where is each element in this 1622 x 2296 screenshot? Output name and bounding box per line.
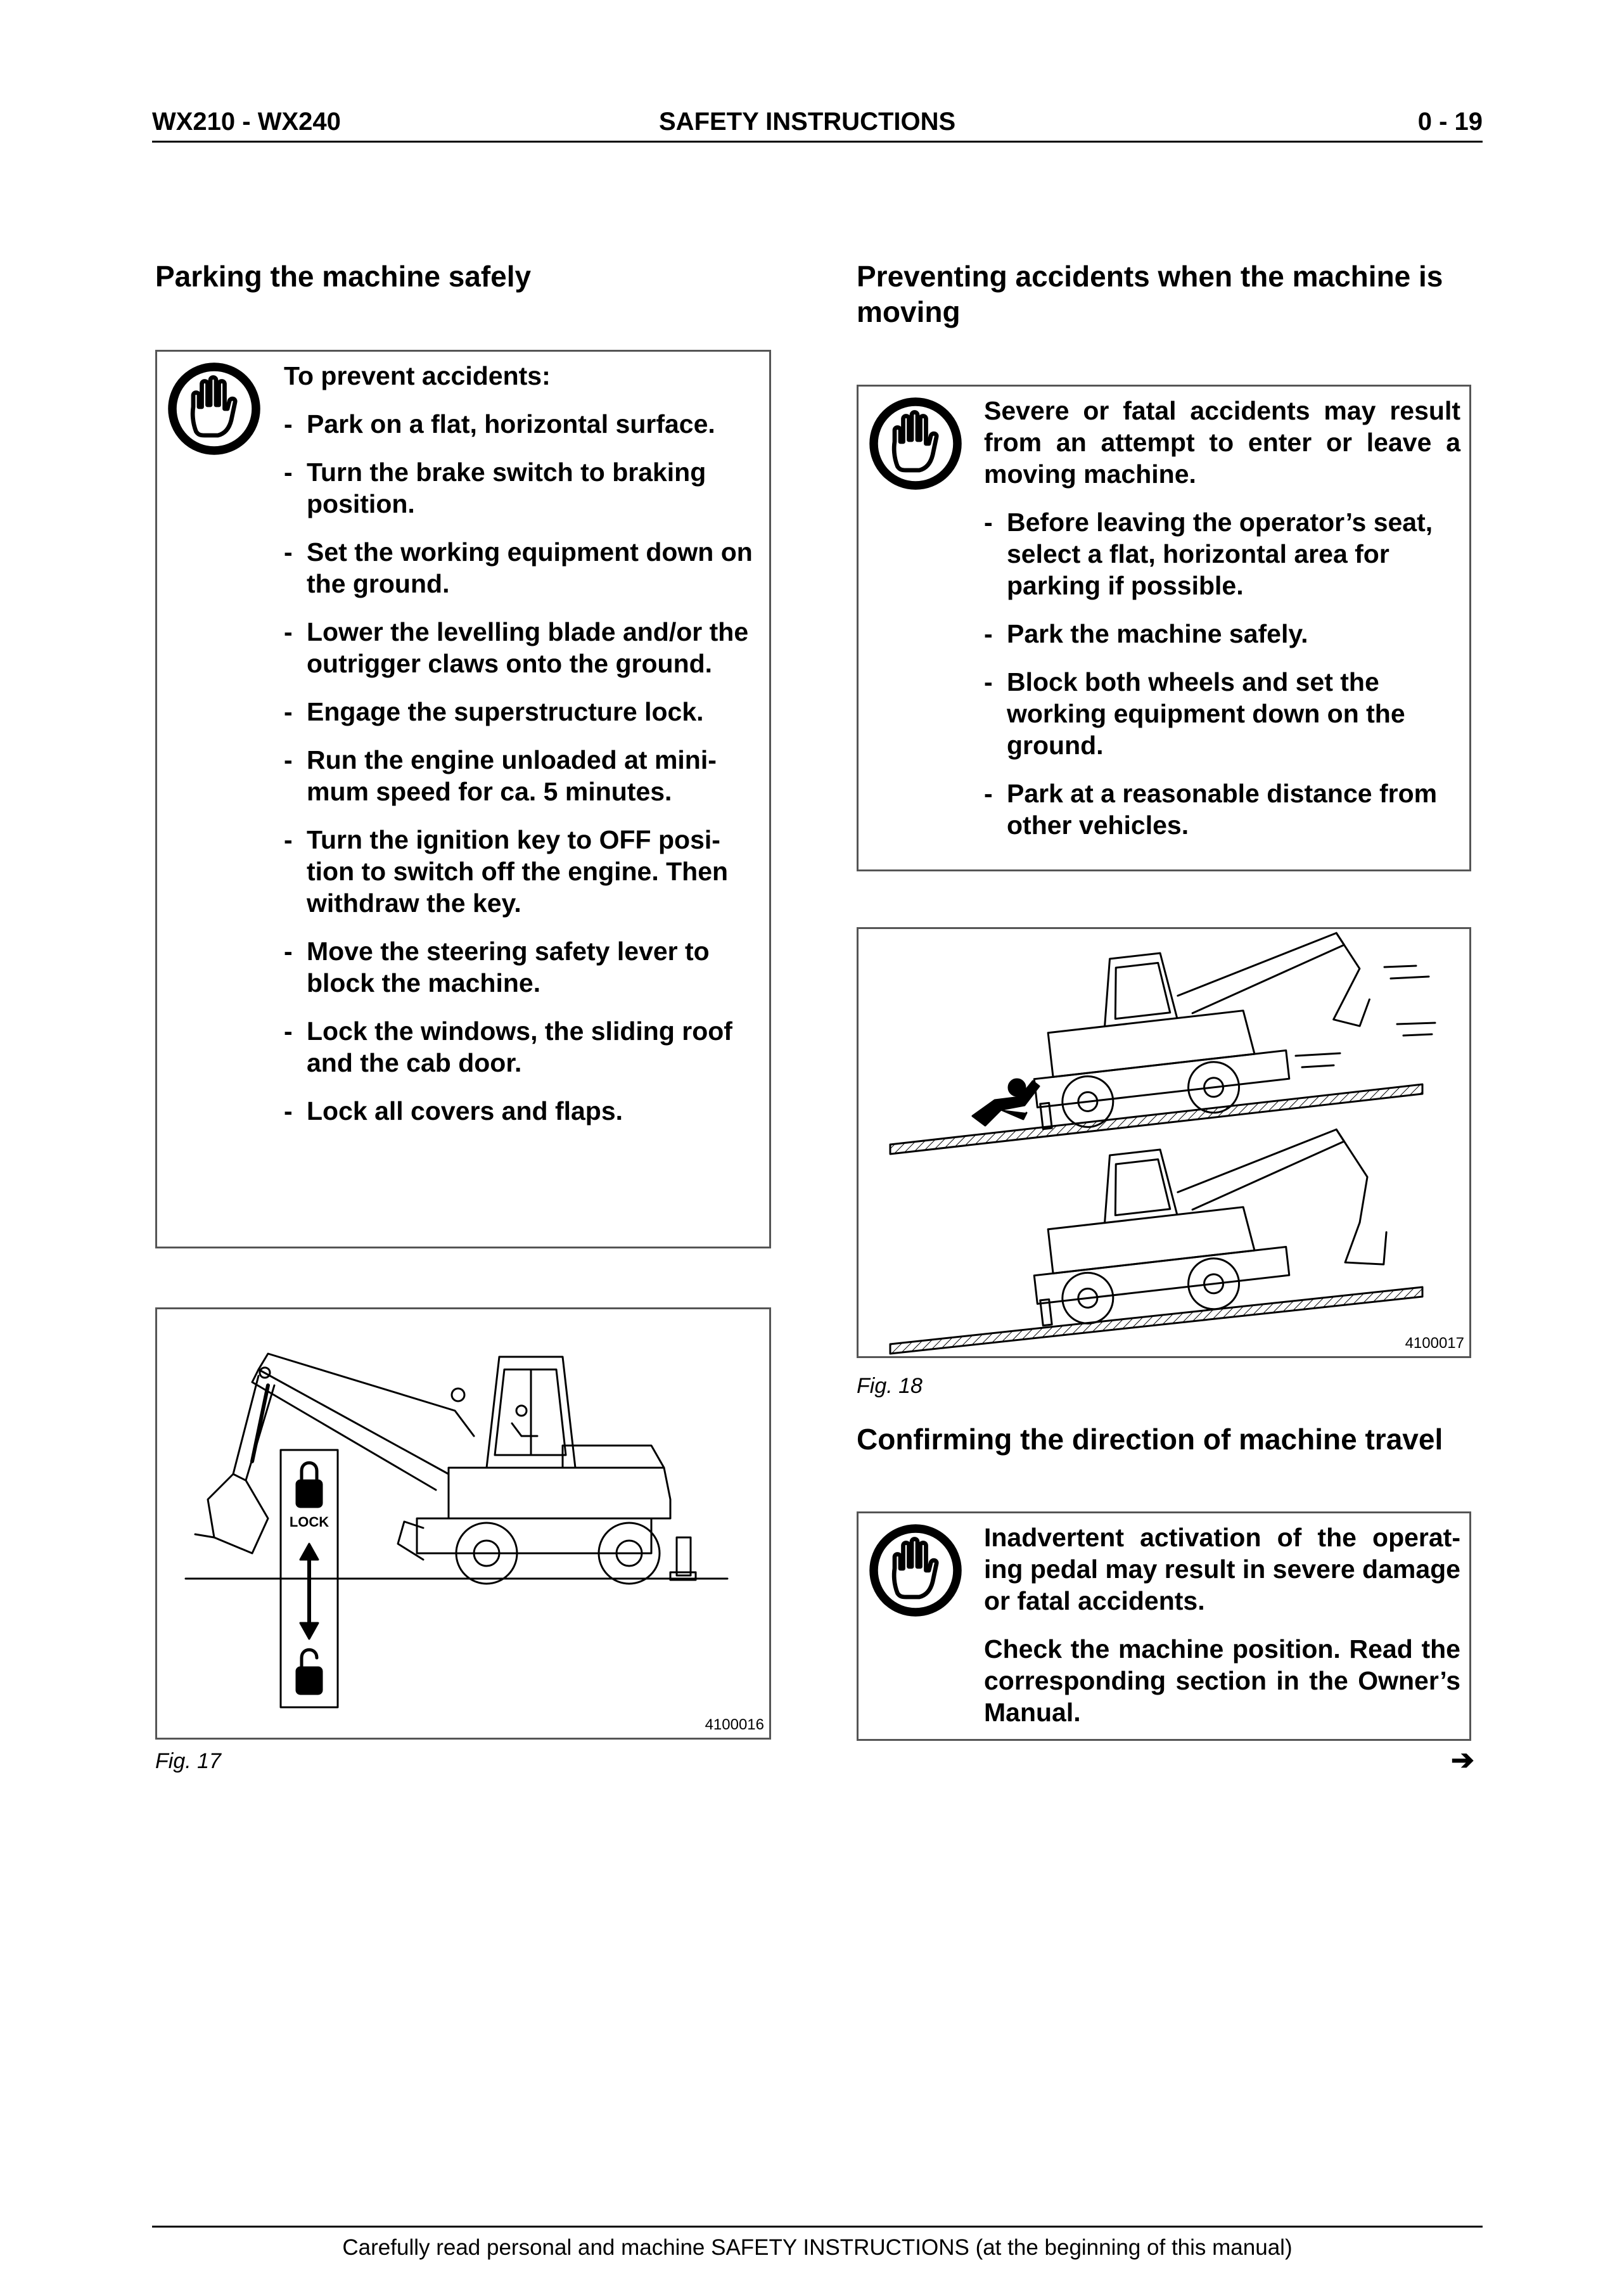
moving-machine-illustration [859,929,1469,1356]
moving-warning-lead: Severe or fatal accidents may result from an attempt to enter or leave a moving machine. [984,396,1460,489]
direction-warning-text [984,1522,1460,1728]
figure-code: 4100017 [1405,1335,1464,1352]
parking-warning-box [155,350,771,1248]
list-item: - Park the machine safely. [984,619,1308,648]
header-rule [152,141,1483,143]
footer-text: Carefully read personal and machine SAFETY INSTRUCTIONS (at the beginning of this manual) [342,2235,1293,2260]
header-page-number: 0 - 19 [1417,108,1483,136]
list-item: - Lock all covers and flaps. [284,1096,623,1126]
direction-heading: Confirming the direction of machine travel [857,1423,1443,1456]
parking-heading: Parking the machine safely [155,260,532,293]
parking-warning-text [284,360,753,1143]
header-section-title: SAFETY INSTRUCTIONS [659,108,956,136]
list-item: - Before leaving the operator’s seat, select a flat, horizontal area for parking if possible. [984,508,1433,600]
list-item: - Block both wheels and set the working equipment down on the ground. [984,667,1405,760]
direction-warning-box [857,1511,1471,1741]
list-item: - Turn the brake switch to braking position. [284,458,706,518]
figure-17 [155,1307,771,1740]
arrow-right-icon: ➔ [1451,1745,1474,1776]
list-item: - Park on a flat, horizontal surface. [284,409,715,439]
list-item: - Move the steering safety lever to block the machine. [284,937,710,997]
moving-warning-box [857,385,1471,871]
list-item: - Set the working equipment down on the ground. [284,537,753,598]
footer-rule [152,2226,1483,2228]
figure-18-caption: Fig. 18 [857,1374,923,1398]
stop-hand-icon [868,396,963,491]
list-item: - Park at a reasonable distance from other vehicles. [984,779,1438,840]
list-item: - Run the engine unloaded at mini-mum speed for ca. 5 minutes. [284,745,717,806]
lock-label: LOCK [289,1514,329,1530]
moving-warning-text [984,395,1460,857]
figure-18 [857,927,1471,1358]
header-model: WX210 - WX240 [152,108,341,136]
list-item: - Lower the levelling blade and/or the outrigger claws onto the ground. [284,617,749,678]
list-item: - Engage the superstructure lock. [284,697,704,726]
list-item: - Lock the windows, the sliding roof and the cab door. [284,1017,732,1077]
parking-warning-lead: To prevent accidents: [284,361,551,390]
figure-17-caption: Fig. 17 [155,1749,221,1773]
list-item: - Turn the ignition key to OFF posi-tion to switch off the engine. Then withdraw the key. [284,825,729,918]
direction-warning-p2: Check the machine position. Read the corresponding section in the Owner’s Manual. [984,1634,1460,1727]
excavator-lock-illustration [157,1309,769,1738]
stop-hand-icon [167,361,262,456]
moving-heading: Preventing accidents when the machine is moving [857,260,1443,328]
figure-code: 4100016 [705,1716,764,1733]
stop-hand-icon [868,1523,963,1618]
direction-warning-p1: Inadvertent activation of the operat-ing pedal may result in severe damage or fatal accidents. [984,1523,1460,1615]
